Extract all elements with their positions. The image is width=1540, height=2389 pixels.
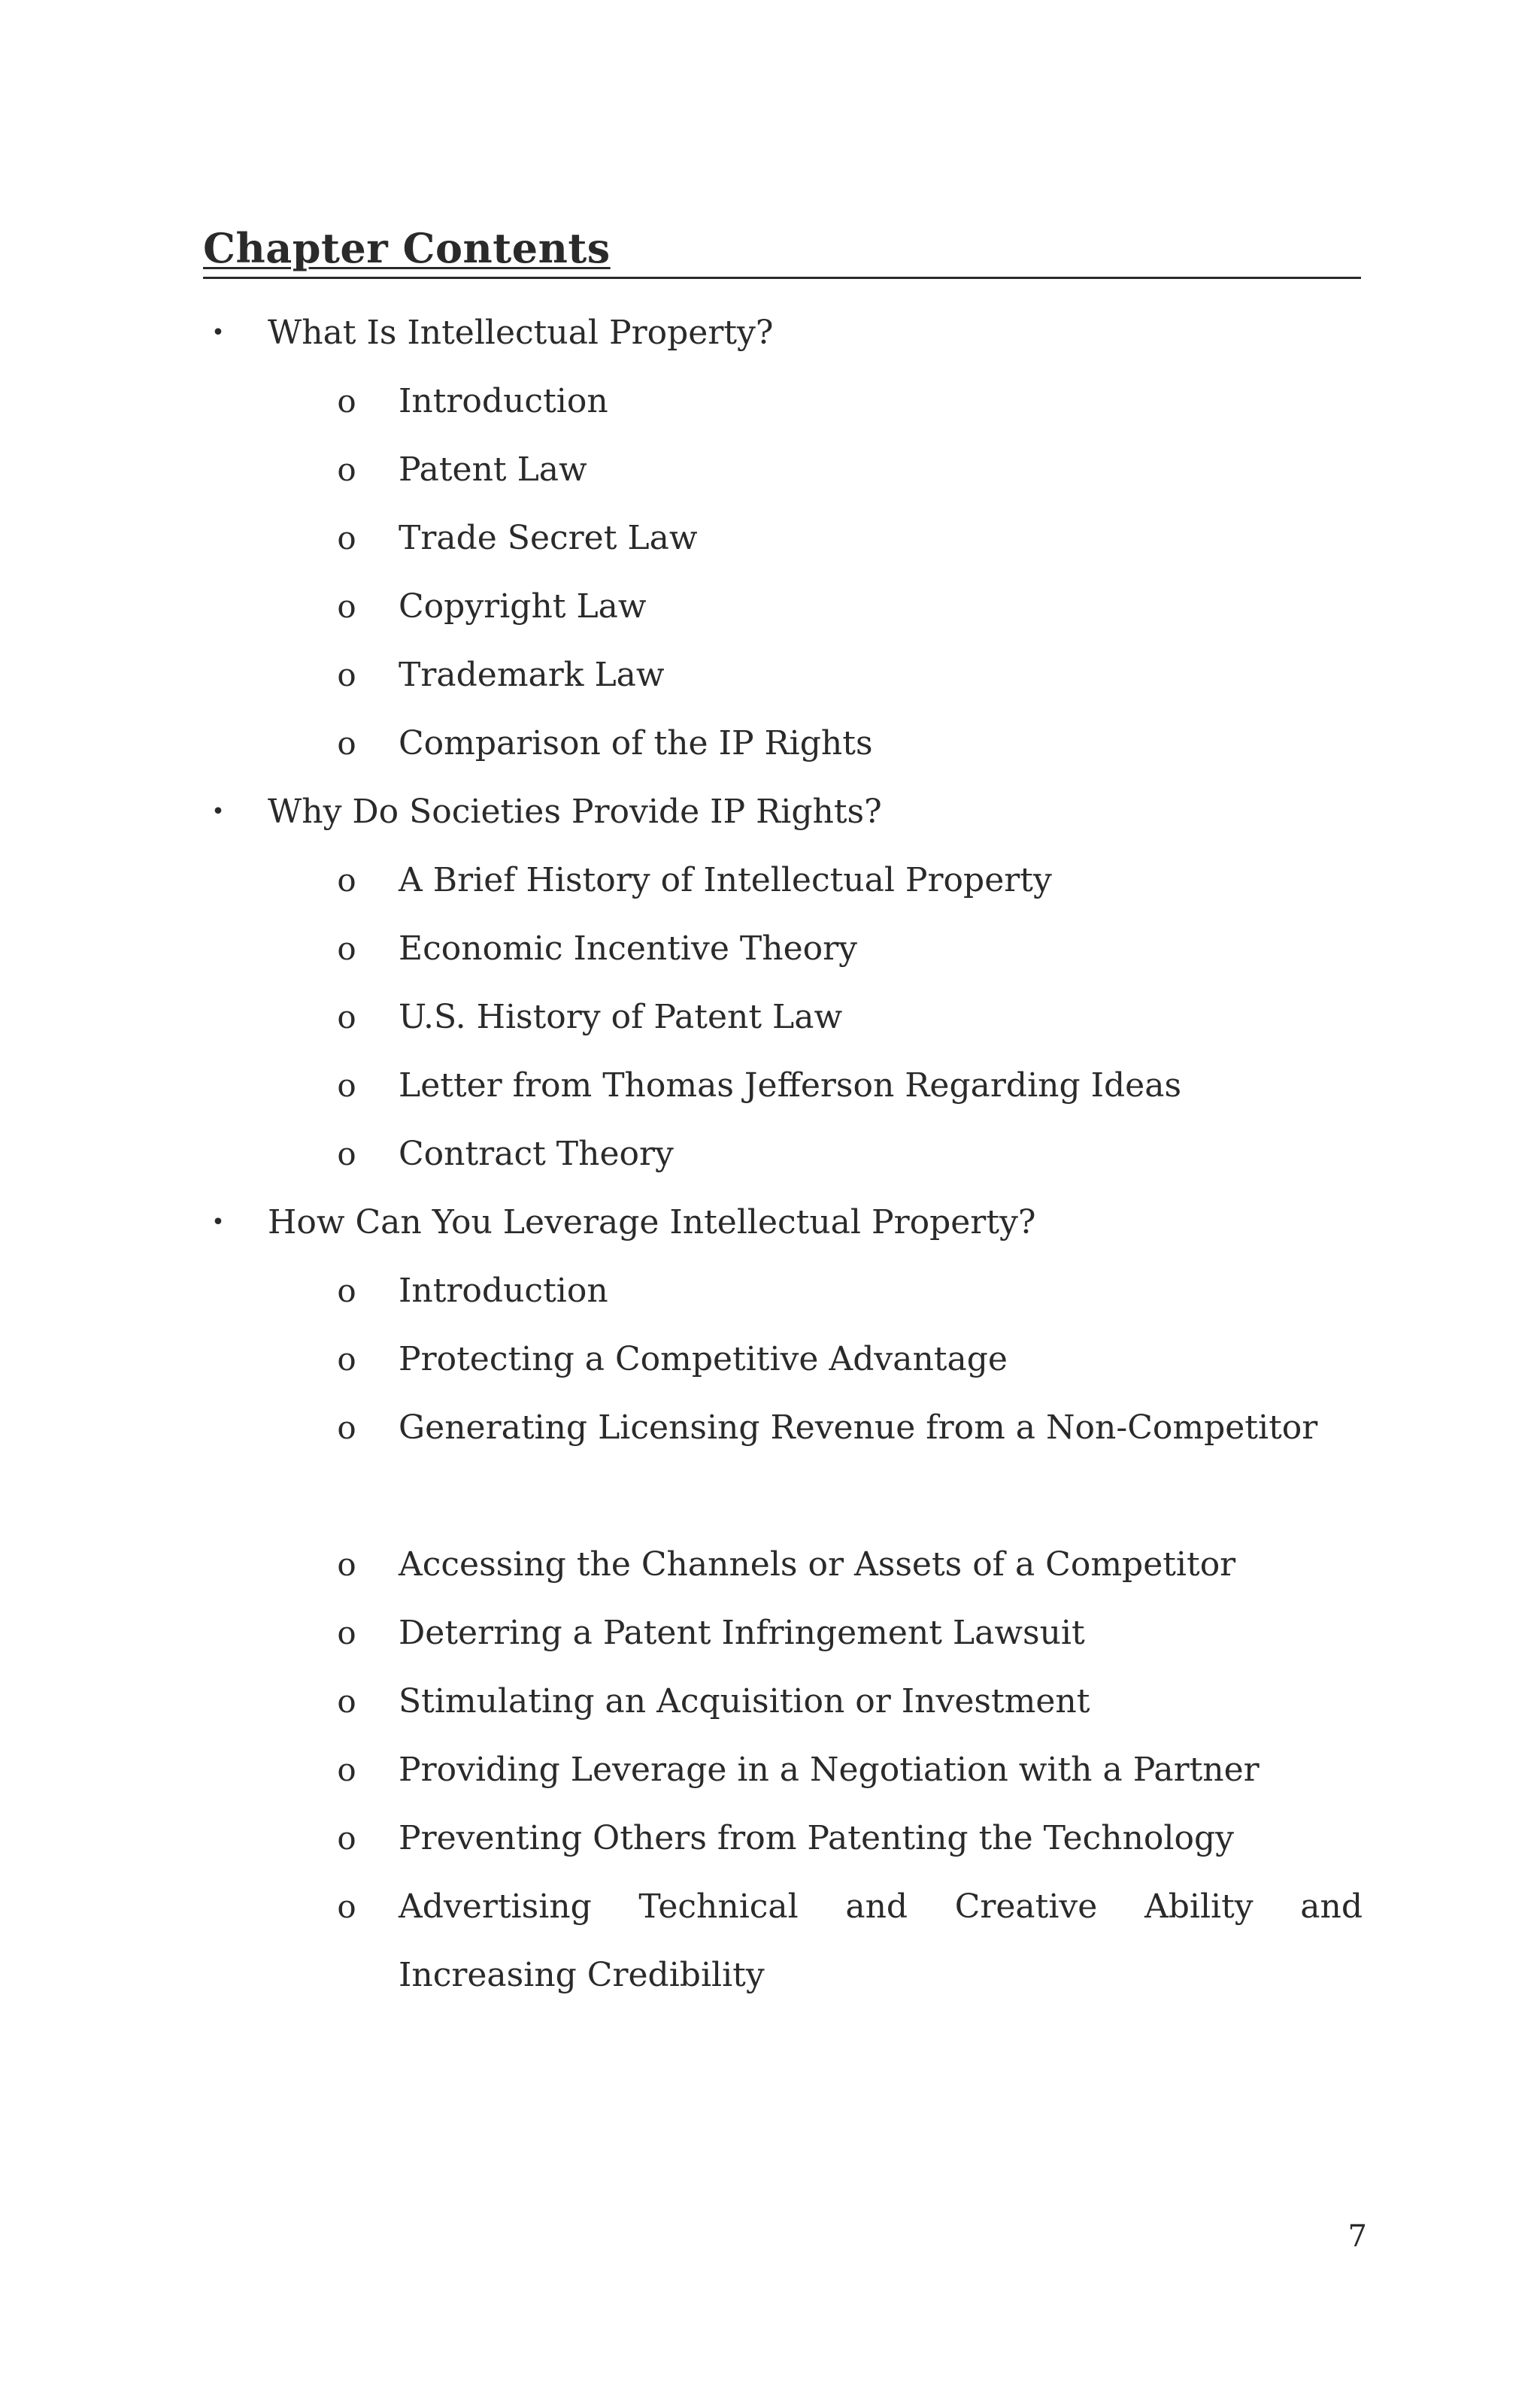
circle-bullet-icon: o <box>337 862 356 899</box>
subsection-item <box>0 709 1540 778</box>
subsection-title: Economic Incentive Theory <box>399 929 857 968</box>
subsection-title: Copyright Law <box>399 587 647 626</box>
circle-bullet-icon: o <box>337 1272 356 1309</box>
bullet-icon: • <box>211 320 225 346</box>
subsection-title: U.S. History of Patent Law <box>399 998 843 1036</box>
circle-bullet-icon: o <box>337 1820 356 1857</box>
subsection-item <box>0 1667 1540 1736</box>
subsection-item <box>0 983 1540 1051</box>
page-number: 7 <box>1348 2219 1367 2254</box>
section-title: How Can You Leverage Intellectual Property? <box>268 1203 1036 1241</box>
subsection-item <box>0 1051 1540 1120</box>
bullet-icon: • <box>211 1209 225 1235</box>
subsection-item <box>0 504 1540 572</box>
subsection-title: Introduction <box>399 1272 608 1310</box>
subsection-item <box>0 846 1540 914</box>
subsection-item <box>0 1530 1540 1599</box>
subsection-title: Accessing the Channels or Assets of a Competitor <box>399 1545 1236 1584</box>
subsection-item <box>0 1325 1540 1393</box>
section-item <box>0 778 1540 846</box>
circle-bullet-icon: o <box>337 588 356 625</box>
subsection-title: Deterring a Patent Infringement Lawsuit <box>399 1614 1085 1652</box>
subsection-title: Patent Law <box>399 450 587 489</box>
section-item <box>0 299 1540 367</box>
subsection-title: A Brief History of Intellectual Property <box>399 861 1052 899</box>
circle-bullet-icon: o <box>337 930 356 967</box>
circle-bullet-icon: o <box>337 1614 356 1651</box>
subsection-title: Trademark Law <box>399 656 665 694</box>
subsection-title: Contract Theory <box>399 1135 674 1173</box>
circle-bullet-icon: o <box>337 451 356 488</box>
circle-bullet-icon: o <box>337 383 356 420</box>
circle-bullet-icon: o <box>337 1683 356 1720</box>
subsection-title: Advertising Technical and Creative Ability and Increasing Credibility <box>399 1887 1363 1994</box>
subsection-title: Generating Licensing Revenue from a Non-Competitor <box>399 1408 1318 1447</box>
subsection-item <box>0 367 1540 435</box>
subsection-item <box>0 572 1540 641</box>
subsection-item <box>0 641 1540 709</box>
section-title: What Is Intellectual Property? <box>268 314 774 352</box>
circle-bullet-icon: o <box>337 1409 356 1446</box>
circle-bullet-icon: o <box>337 1341 356 1378</box>
subsection-item <box>0 1393 1540 1530</box>
subsection-item <box>0 914 1540 983</box>
section-title: Why Do Societies Provide IP Rights? <box>268 793 882 831</box>
subsection-item <box>0 1736 1540 1804</box>
subsection-title: Trade Secret Law <box>399 519 698 557</box>
subsection-item <box>0 1872 1540 2009</box>
subsection-item <box>0 1599 1540 1667</box>
subsection-title: Preventing Others from Patenting the Technology <box>399 1819 1234 1857</box>
subsection-item <box>0 1120 1540 1188</box>
chapter-contents-heading: Chapter Contents <box>203 224 611 272</box>
subsection-title: Introduction <box>399 382 608 420</box>
heading-rule <box>203 220 1361 279</box>
subsection-title: Letter from Thomas Jefferson Regarding Ideas <box>399 1066 1182 1105</box>
circle-bullet-icon: o <box>337 1888 356 1925</box>
subsection-item <box>0 1257 1540 1325</box>
circle-bullet-icon: o <box>337 656 356 693</box>
circle-bullet-icon: o <box>337 1067 356 1104</box>
circle-bullet-icon: o <box>337 725 356 762</box>
subsection-title: Comparison of the IP Rights <box>399 724 873 762</box>
circle-bullet-icon: o <box>337 1751 356 1788</box>
subsection-item <box>0 1804 1540 1872</box>
bullet-icon: • <box>211 799 225 825</box>
table-of-contents <box>0 299 1540 2009</box>
circle-bullet-icon: o <box>337 520 356 556</box>
circle-bullet-icon: o <box>337 1135 356 1172</box>
section-item <box>0 1188 1540 1257</box>
subsection-title: Stimulating an Acquisition or Investment <box>399 1682 1090 1721</box>
circle-bullet-icon: o <box>337 1546 356 1583</box>
subsection-title: Protecting a Competitive Advantage <box>399 1340 1008 1378</box>
subsection-title: Providing Leverage in a Negotiation with a Partner <box>399 1751 1260 1789</box>
subsection-item <box>0 435 1540 504</box>
circle-bullet-icon: o <box>337 999 356 1035</box>
